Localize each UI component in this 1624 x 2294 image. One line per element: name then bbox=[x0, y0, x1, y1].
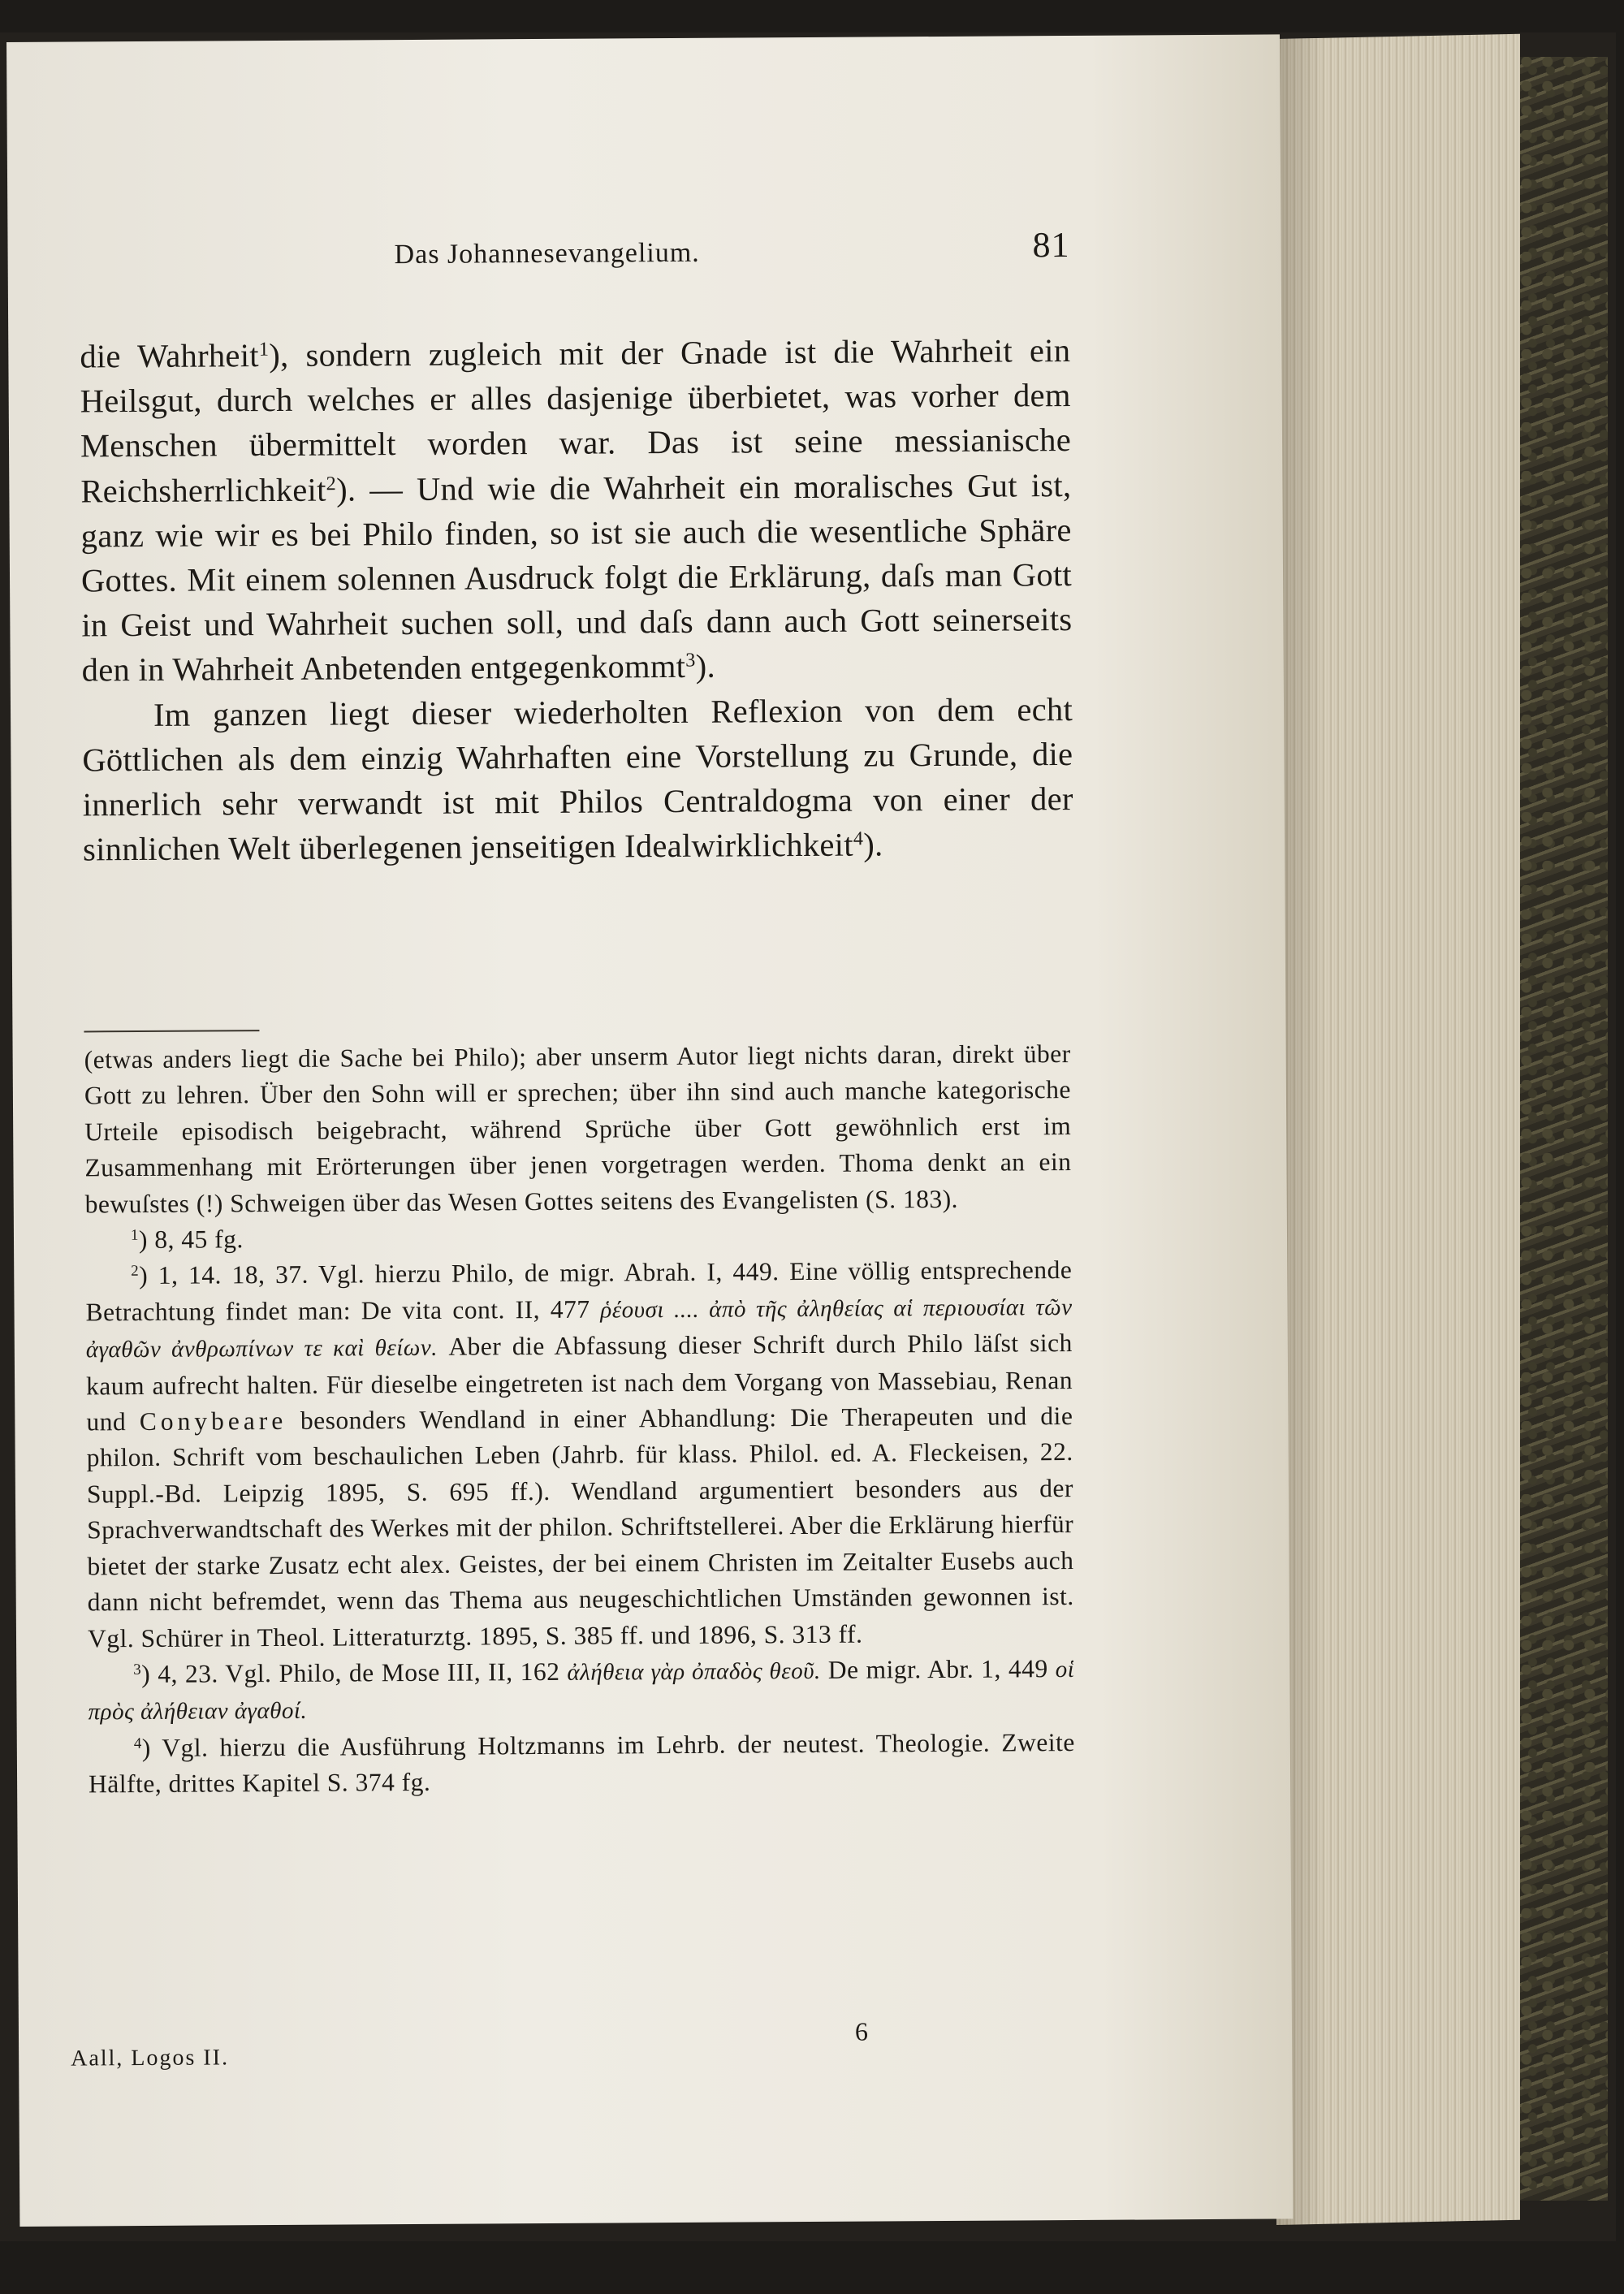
footnote-marker: 4 bbox=[853, 827, 864, 850]
text-run: (etwas anders liegt die Sache bei Philo); aber unserm Autor liegt nichts daran, direkt über Gott zu lehren. Über den Sohn will er sprechen; über ihn sind auch manche kategorische Urteile episodisch beigebracht, während Sprüche über Gott gewöhnlich erst im Zusammenhang mit Erörterungen über jenen vorgetragen werden. Thoma denkt an ein bewuſstes (!) Schweigen über das Wesen Gottes seitens des Evangelisten (S. 183). bbox=[84, 1039, 1072, 1219]
greek-quotation: οἱ πρὸς ἀλήθειαν ἀγαθοί. bbox=[88, 1656, 1075, 1726]
text-run: ). — Und wie die Wahrheit ein moralisches Gut ist, ganz wie wir es bei Philo finden, so ist sie auch die wesentliche Sphäre Gottes. Mit einem solennen Ausdruck folgt die Erklärung, daſs man Gott in Geist und Wahrheit suchen soll, und daſs dann auch Gott seinerseits den in Wahrheit Anbetenden entgegenkommt bbox=[80, 466, 1073, 689]
footnote-marker: 3 bbox=[685, 649, 696, 672]
greek-quotation: ἀλήθεια γὰρ ὀπαδὸς θεοῦ. bbox=[567, 1657, 821, 1686]
footnote-marker: 4 bbox=[133, 1735, 142, 1752]
text-run: ). bbox=[695, 648, 716, 685]
page-number: 81 bbox=[1032, 225, 1070, 266]
text-run: ), sondern zugleich mit der Gnade ist die Wahrheit ein Heilsgut, durch welches er alles dasjenige überbietet, was vorher dem Menschen übermittelt worden war. Das ist seine messianische Reichsherrlichkeit bbox=[80, 332, 1072, 510]
text-run: ). bbox=[863, 826, 883, 863]
book-page bbox=[6, 34, 1293, 2227]
footnote-marker: 2 bbox=[131, 1263, 140, 1281]
footnote bbox=[84, 1036, 1072, 1222]
footnote-marker: 1 bbox=[130, 1226, 139, 1244]
running-head-title: Das Johannesevangelium. bbox=[394, 237, 700, 270]
sheet-number: 6 bbox=[854, 2016, 869, 2046]
text-run: ) Vgl. hierzu die Ausführung Holtzmanns im Lehrb. der neutest. Theologie. Zweite Hälfte, drittes Kapitel S. 374 fg. bbox=[88, 1727, 1075, 1799]
footnotes bbox=[84, 1036, 1076, 1803]
greek-quotation: ῥέουσι .... ἀπὸ τῆς ἀληθείας αἱ περιουσίαι τῶν ἀγαθῶν ἀνθρωπίνων τε καὶ θείων. bbox=[85, 1294, 1073, 1363]
spaced-name: Conybeare bbox=[139, 1406, 287, 1436]
footnote bbox=[89, 1725, 1076, 1803]
footnote-marker: 3 bbox=[133, 1661, 142, 1678]
footnote bbox=[85, 1216, 1072, 1259]
footnote bbox=[85, 1252, 1074, 1657]
signature-mark: Aall, Logos II. bbox=[71, 2045, 230, 2072]
footnote-marker: 1 bbox=[258, 338, 270, 361]
paragraph bbox=[80, 328, 1073, 693]
main-text bbox=[80, 328, 1073, 872]
footnote-marker: 2 bbox=[326, 472, 337, 495]
footnote-rule bbox=[84, 1030, 259, 1032]
marbled-edge bbox=[1520, 57, 1608, 2201]
paragraph bbox=[82, 687, 1073, 872]
text-run: ) 8, 45 fg. bbox=[138, 1225, 244, 1255]
text-run: ) 4, 23. Vgl. Philo, de Mose III, II, 162 bbox=[141, 1657, 568, 1688]
text-run: besonders Wendland in einer Abhandlung: Die Therapeuten und die philon. Schrift vom beschaulichen Leben (Jahrb. für klass. Philol. ed. A. Fleckeisen, 22. Suppl.-Bd. Leipzig 1895, S. 695 ff.). Wendland argumentiert besonders aus der Sprachverwandtschaft des Werkes mit der philon. Schriftstellerei. Aber die Erklärung hierfür bietet der starke Zusatz echt alex. Geistes, der bei einem Christen im Zeitalter Eusebs auch dann nicht befremdet, wenn das Thema aus neugeschichtlichen Umständen gewonnen ist. Vgl. Schürer in Theol. Litteraturztg. 1895, S. 385 ff. und 1896, S. 313 ff. bbox=[86, 1402, 1074, 1652]
running-head bbox=[79, 224, 1069, 279]
text-run: Im ganzen liegt dieser wiederholten Reflexion von dem echt Göttlichen als dem einzig Wahrhaften eine Vorstellung zu Grunde, die innerlich sehr verwandt ist mit Philos Centraldogma von einer der sinnlichen Welt überlegenen jenseitigen Idealwirklichkeit bbox=[82, 690, 1073, 868]
footnote bbox=[88, 1651, 1075, 1730]
text-run: Aber die Abfassung dieser Schrift durch Philo läſst sich kaum aufrecht halten. Für dieselbe eingetreten ist nach dem Vorgang von Massebiau, Renan und bbox=[86, 1328, 1073, 1436]
text-run: ) 1, 14. 18, 37. Vgl. hierzu Philo, de migr. Abrah. I, 449. Eine völlig entsprechende Betrachtung findet man: De vita cont. II, 477 bbox=[85, 1255, 1073, 1327]
text-run: De migr. Abr. 1, 449 bbox=[820, 1654, 1056, 1684]
text-run: die Wahrheit bbox=[80, 337, 259, 375]
